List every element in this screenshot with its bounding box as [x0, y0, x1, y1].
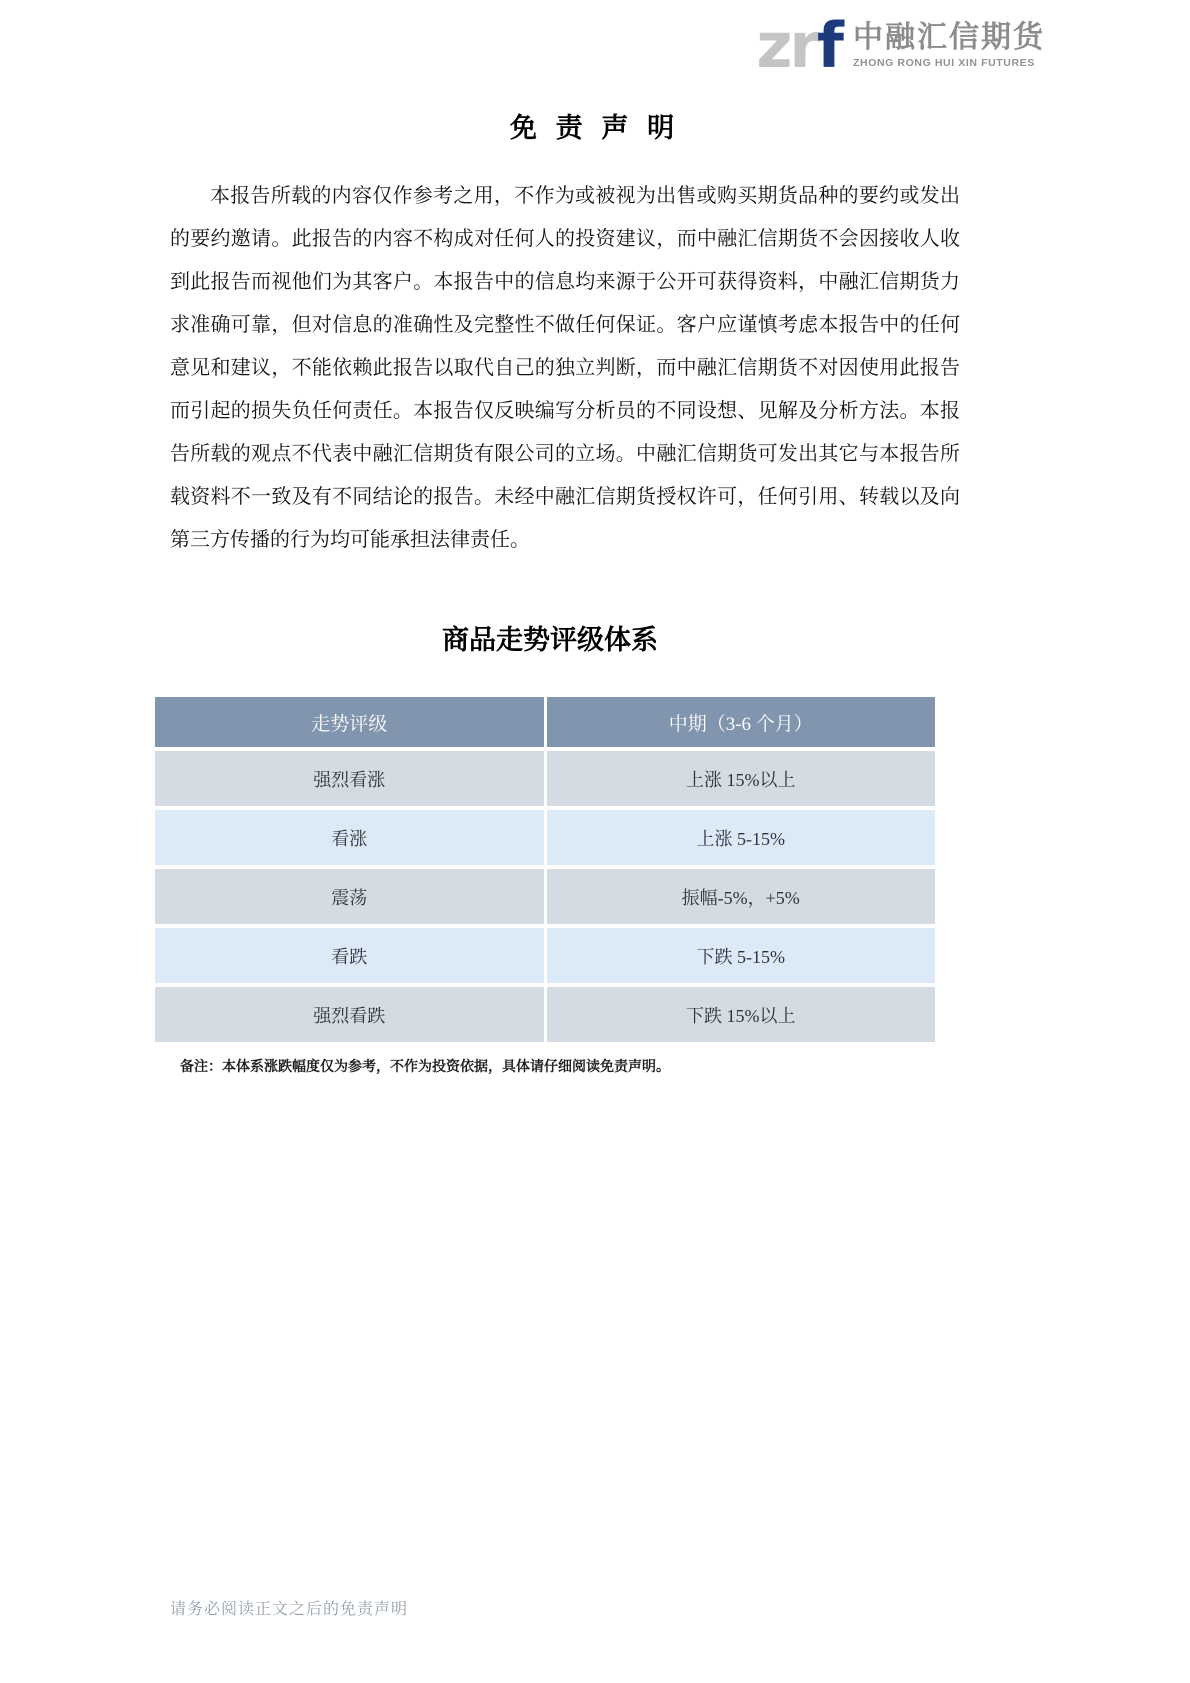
- footer-disclaimer-reminder: 请务必阅读正文之后的免责声明: [170, 1601, 409, 1618]
- header-cell-midterm: 中期（3-6 个月）: [547, 697, 936, 747]
- rating-table: [155, 697, 935, 1042]
- range-cell: 上涨 5-15%: [547, 810, 936, 865]
- range-cell: 下跌 15%以上: [547, 987, 936, 1042]
- table-row: [155, 810, 935, 865]
- range-cell: 振幅-5%，+5%: [547, 869, 936, 924]
- rating-cell: 看涨: [155, 810, 544, 865]
- logo-zrf-mark: [756, 9, 841, 83]
- page-title: 免 责 声 明: [509, 113, 681, 143]
- logo-letter-f: f: [817, 9, 841, 83]
- company-name-cn: 中融汇信期货: [853, 21, 1045, 54]
- rating-cell: 看跌: [155, 928, 544, 983]
- table-note: 备注：本体系涨跌幅度仅为参考，不作为投资依据，具体请仔细阅读免责声明。: [180, 1058, 670, 1074]
- table-row: [155, 928, 935, 983]
- header-cell-rating: 走势评级: [155, 697, 544, 747]
- rating-cell: 强烈看涨: [155, 751, 544, 806]
- rating-cell: 强烈看跌: [155, 987, 544, 1042]
- logo-letters-zr: zr: [756, 9, 818, 83]
- logo-text-block: [853, 22, 1045, 71]
- section-title: 商品走势评级体系: [442, 625, 658, 655]
- range-cell: 上涨 15%以上: [547, 751, 936, 806]
- table-row: [155, 869, 935, 924]
- range-cell: 下跌 5-15%: [547, 928, 936, 983]
- table-row: [155, 751, 935, 806]
- company-name-en: ZHONG RONG HUI XIN FUTURES: [853, 56, 1035, 69]
- table-header-row: [155, 697, 935, 747]
- company-logo: [756, 9, 1045, 83]
- disclaimer-paragraph: 本报告所载的内容仅作参考之用，不作为或被视为出售或购买期货品种的要约或发出的要约邀请。此报告的内容不构成对任何人的投资建议，而中融汇信期货不会因接收人收到此报告而视他们为其客户。本报告中的信息均来源于公开可获得资料，中融汇信期货力求准确可靠，但对信息的准确性及完整性不做任何保证。客户应谨慎考虑本报告中的任何意见和建议，不能依赖此报告以取代自己的独立判断，而中融汇信期货不对因使用此报告而引起的损失负任何责任。本报告仅反映编写分析员的不同设想、见解及分析方法。本报告所载的观点不代表中融汇信期货有限公司的立场。中融汇信期货可发出其它与本报告所载资料不一致及有不同结论的报告。未经中融汇信期货授权许可，任何引用、转载以及向第三方传播的行为均可能承担法律责任。: [170, 185, 960, 551]
- rating-cell: 震荡: [155, 869, 544, 924]
- table-row: [155, 987, 935, 1042]
